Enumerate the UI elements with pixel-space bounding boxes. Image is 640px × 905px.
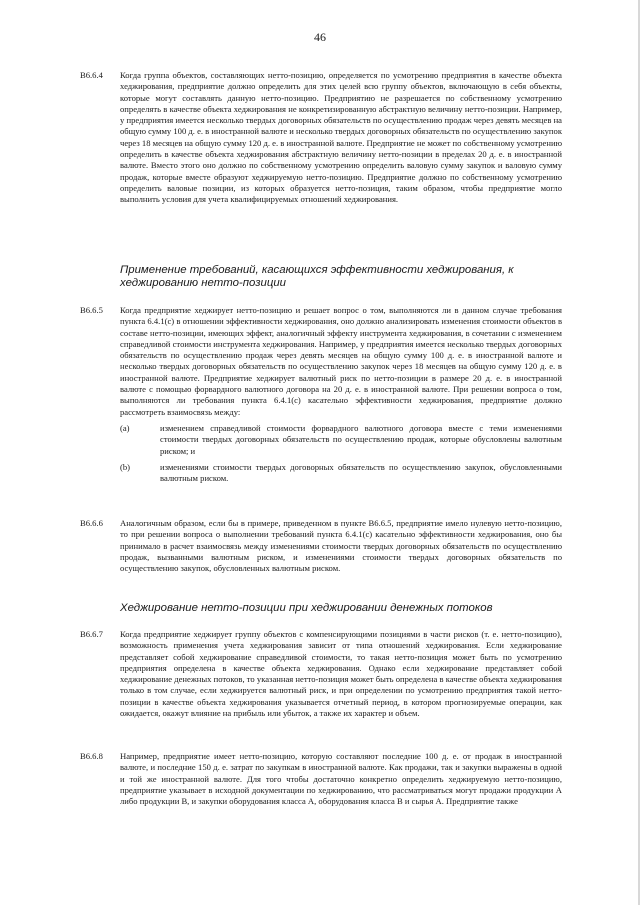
paragraph-text: Когда предприятие хеджирует нетто-позицию и решает вопрос о том, выполняются ли в данном случае требования пункта 6.4.1(c) в отношении эффективности хеджирования, оно должно анализировать изменения стоимости объектов в составе нетто-позиции, имеющих эффект, аналогичный эффекту инструмента хеджирования, в сочетании с изменением справедливой стоимости инструмента хеджирования. Например, у предприятия имеется несколько твердых договорных обязательств по осуществлению продаж через девять месяцев на общую сумму 100 д. е. в иностранной валюте и несколько твердых договорных обязательств по осуществлению закупок через 18 месяцев на общую сумму 120 д. е. в иностранной валюте. Предприятие хеджирует валютный риск по нетто-позиции в размере 20 д. е. в иностранной валюте с помощью форвардного валютного договора на 20 д. е. в иностранной валюте. При решении вопроса о том, выполняются ли требования пункта 6.4.1(c) касательно эффективности хеджирования, предприятие должно рассмотреть взаимосвязь между: <box>120 305 562 417</box>
paragraph-text: Например, предприятие имеет нетто-позицию, которую составляют последние 100 д. е. от продаж в иностранной валюте, и последние 150 д. е. затрат по закупкам в иностранной валюте. Как продажи, так и закупки выражены в одной и той же иностранной валюте. Для того чтобы достаточно конкретно определить хеджируемую нетто-позицию, предприятие указывает в исходной документации по хеджированию, что рассматриваться могут продажи продукции А либо продукции В, и закупки оборудования класса А, оборудования класса В и сырья А. Предприятие также <box>120 751 562 807</box>
section-heading: Применение требований, касающихся эффективности хеджирования, к хеджированию нетто-позиции <box>120 264 514 289</box>
paragraph-text: Аналогичным образом, если бы в примере, приведенном в пункте B6.6.5, предприятие имело нулевую нетто-позицию, то при решении вопроса о выполнении требований пункта 6.4.1(c) касательно эффективности хеджирования, оно бы принимало в расчет взаимосвязь между изменениями стоимости твердых договорных обязательств по осуществлению продаж, вызванными валютным риском, и изменениями стоимости твердых договорных обязательств по осуществлению закупок, обусловленных валютным риском. <box>120 518 562 574</box>
paragraph-number: B6.6.5 <box>80 305 103 315</box>
paragraph-b6-6-6 <box>80 518 562 574</box>
paragraph-number: B6.6.6 <box>80 518 103 528</box>
paragraph-b6-6-4 <box>80 70 562 206</box>
page-number: 46 <box>314 30 326 44</box>
paragraph-b6-6-7 <box>80 629 562 719</box>
paragraph-number: B6.6.7 <box>80 629 103 639</box>
list-item <box>120 423 562 457</box>
list-item-label: (b) <box>120 461 131 472</box>
paragraph-b6-6-8 <box>80 751 562 807</box>
paragraph-number: B6.6.8 <box>80 751 103 761</box>
list-item-text: изменением справедливой стоимости форвардного валютного договора вместе с теми изменениями стоимости твердых договорных обязательств по осуществлению продаж, которые обусловлены валютным риском; и <box>160 422 562 456</box>
paragraph-number: B6.6.4 <box>80 70 103 80</box>
paragraph-text: Когда группа объектов, составляющих нетто-позицию, определяется по усмотрению предприятия в качестве объекта хеджирования, предприятие должно определить для этих целей всю группу объектов, включающую в себя объекты, которые могут составлять данную нетто-позицию. Предприятию не разрешается по собственному усмотрению определять в качестве объекта хеджирования не конкретизированную абстрактную величину нетто-позиции. Например, у предприятия имеется несколько твердых договорных обязательств по осуществлению продаж через девять месяцев на общую сумму 100 д. е. в иностранной валюте и несколько твердых договорных обязательств по осуществлению закупок через 18 месяцев на общую сумму 120 д. е. в иностранной валюте. Предприятие не может по собственному усмотрению определить в качестве объекта хеджирования абстрактную величину нетто-позиции в пределах 20 д. е. в иностранной валюте. Вместо этого оно должно по собственному усмотрению определить валовую сумму закупок и валовую сумму продаж, которые вместе образуют хеджируемую нетто-позицию. Предприятие должно по собственному усмотрению определить валовые позиции, из которых образуется нетто-позиция, таким образом, чтобы предприятие могло выполнить условия для учета квалифицируемых отношений хеджирования. <box>120 70 562 205</box>
section-heading: Хеджирование нетто-позиции при хеджировании денежных потоков <box>120 602 493 614</box>
paragraph-b6-6-5 <box>80 305 562 484</box>
list-item-label: (a) <box>120 422 130 433</box>
list-item-text: изменениями стоимости твердых договорных обязательств по осуществлению закупок, обусловленными валютным риском. <box>160 461 562 484</box>
list-item <box>120 462 562 485</box>
paragraph-text: Когда предприятие хеджирует группу объектов с компенсирующими позициями в части рисков (т. е. нетто-позицию), возможность применения учета хеджирования зависит от типа отношений хеджирования. Если хеджирование представляет собой хеджирование справедливой стоимости, то такая нетто-позиция может быть по усмотрению предприятия определена в качестве объекта хеджирования. Однако если хеджирование представляет собой хеджирование денежных потоков, то указанная нетто-позиция может быть определена в качестве объекта хеджирования только в том случае, если хеджируется валютный риск, и при определении по усмотрению предприятия такой нетто-позиции в качестве объекта хеджирования указывается отчетный период, в котором прогнозируемые операции, как ожидается, окажут влияние на прибыль или убыток, а также их характер и объем. <box>120 629 562 719</box>
